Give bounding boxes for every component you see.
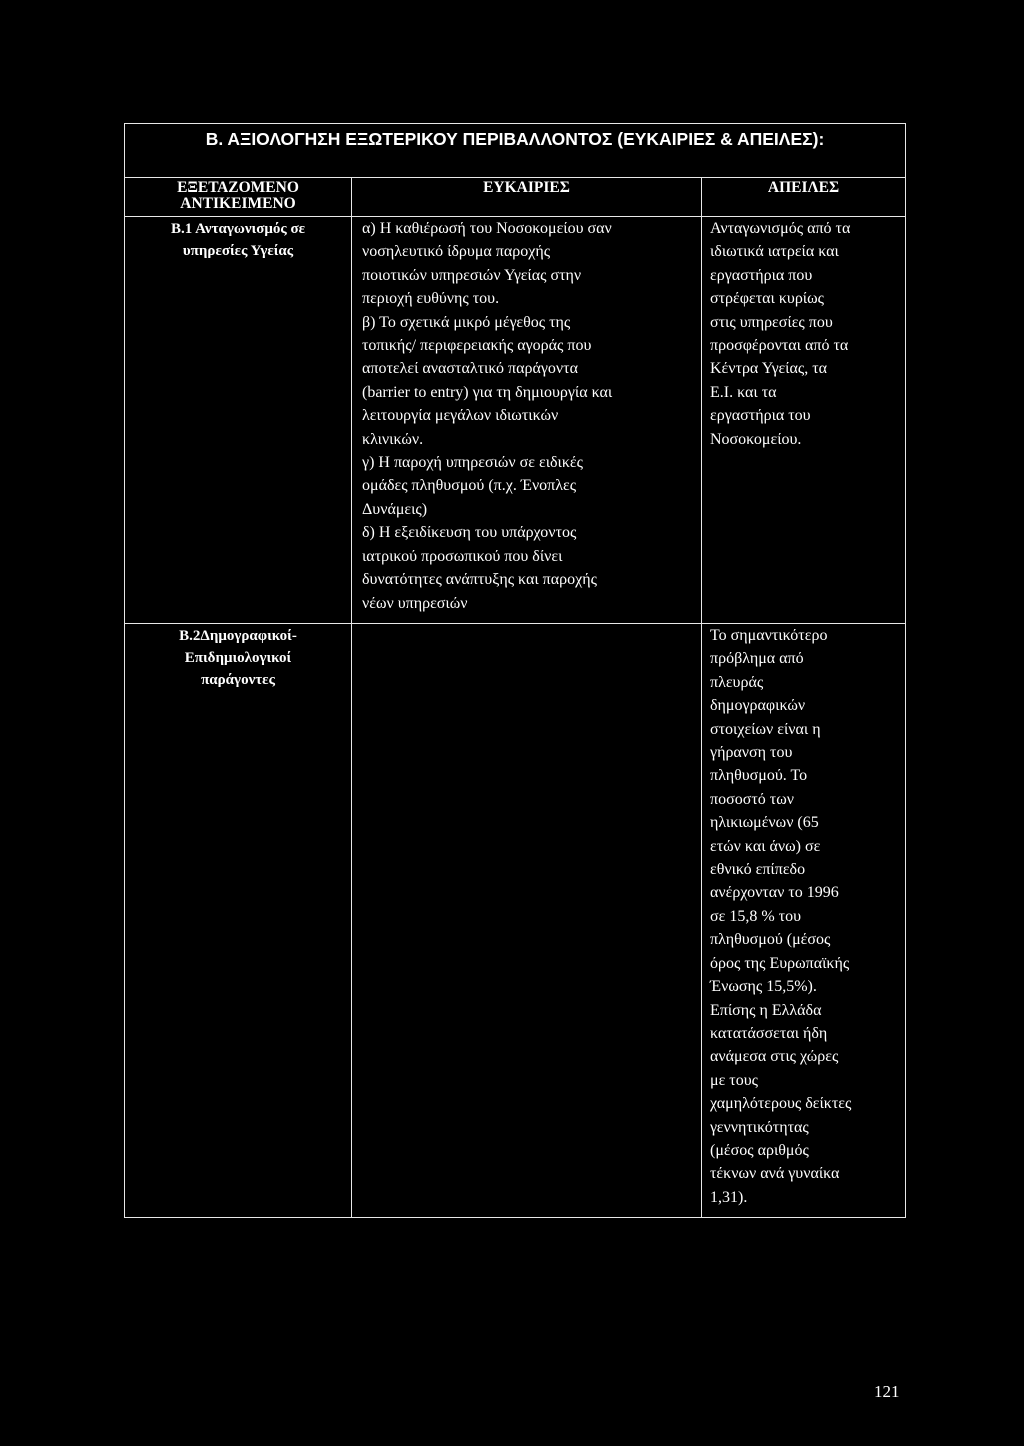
table-row <box>125 217 906 624</box>
threat-line: χαμηλότερους δείκτες <box>710 1095 852 1113</box>
opportunity-line: αποτελεί ανασταλτικό παράγοντα <box>362 360 578 378</box>
opportunity-line: ομάδες πληθυσμού (π.χ. Ένοπλες <box>362 477 577 495</box>
opportunity-line: νέων υπηρεσιών <box>362 594 468 612</box>
page-number: 121 <box>874 1382 900 1401</box>
opportunity-line: ιατρικού προσωπικού που δίνει <box>362 547 563 565</box>
opportunity-line: γ) Η παροχή υπηρεσιών σε ειδικές <box>362 454 583 472</box>
threat-line: τέκνων ανά γυναίκα <box>710 1165 840 1183</box>
threat-line: Ένωσης 15,5%). <box>710 978 817 996</box>
subject-line: παράγοντες <box>201 672 275 688</box>
threat-line: γεννητικότητας <box>710 1118 809 1136</box>
header-threats: ΑΠΕΙΛΕΣ <box>702 178 906 217</box>
table-title: Β. ΑΞΙΟΛΟΓΗΣΗ ΕΞΩΤΕΡΙΚΟΥ ΠΕΡΙΒΑΛΛΟΝΤΟΣ (ΕΥΚΑΙΡΙΕΣ & ΑΠΕΙΛΕΣ): <box>125 124 906 178</box>
subject-line: Β.2Δημογραφικοί- <box>179 628 297 644</box>
threat-line: Ανταγωνισμός από τα <box>710 220 851 237</box>
threat-line: ηλικιωμένων (65 <box>710 814 819 832</box>
threat-line: ποσοστό των <box>710 790 794 808</box>
header-subject: ΕΞΕΤΑΖΟΜΕΝΟ ΑΝΤΙΚΕΙΜΕΝΟ <box>125 178 352 217</box>
row-subject <box>125 217 352 624</box>
table-row <box>125 624 906 1218</box>
threat-line: όρος της Ευρωπαϊκής <box>710 954 850 972</box>
threat-line: Κέντρα Υγείας, τα <box>710 360 827 378</box>
opportunity-line: β) Το σχετικά μικρό μέγεθος της <box>362 313 571 331</box>
opportunity-line: τοπικής/ περιφερειακής αγοράς που <box>362 337 592 355</box>
threat-line: 1,31). <box>710 1188 748 1206</box>
threat-line: πλευράς <box>710 673 764 691</box>
threat-line: πληθυσμού (μέσος <box>710 931 831 949</box>
threat-line: ανέρχονταν το 1996 <box>710 884 839 902</box>
row-subject <box>125 624 352 1218</box>
opportunity-line: νοσηλευτικό ίδρυμα παροχής <box>362 243 551 261</box>
swot-table <box>124 123 906 1218</box>
threat-line: εργαστήρια που <box>710 266 813 284</box>
threat-line: ανάμεσα στις χώρες <box>710 1048 839 1066</box>
opportunity-line: κλινικών. <box>362 430 424 448</box>
header-opportunities: ΕΥΚΑΙΡΙΕΣ <box>352 178 702 217</box>
subject-line: Β.1 Ανταγωνισμός σε <box>170 221 306 237</box>
threat-line: με τους <box>710 1071 758 1089</box>
threat-line: γήρανση του <box>710 744 793 762</box>
opportunity-line: (barrier to entry) για τη δημιουργία και <box>362 383 613 401</box>
subject-line: υπηρεσίες Υγείας <box>182 243 294 259</box>
threat-line: εθνικό επίπεδο <box>710 861 806 879</box>
opportunity-line: δυνατότητες ανάπτυξης και παροχής <box>362 571 597 589</box>
threat-line: εργαστήρια του <box>710 407 811 425</box>
threat-line: Νοσοκομείου. <box>710 430 802 448</box>
threat-line: προσφέρονται από τα <box>710 337 849 355</box>
threat-line: στοιχείων είναι η <box>710 720 821 738</box>
threat-line: Ε.Ι. και τα <box>710 383 777 401</box>
threat-line: Το σημαντικότερο <box>710 627 828 644</box>
threat-line: στις υπηρεσίες που <box>710 313 833 331</box>
row-threats <box>702 217 906 624</box>
row-opportunities-empty <box>352 624 702 1218</box>
opportunity-line: λειτουργία μεγάλων ιδιωτικών <box>362 407 559 425</box>
opportunity-line: Δυνάμεις) <box>362 500 428 518</box>
threat-line: ετών και άνω) σε <box>710 837 821 855</box>
threat-line: Επίσης η Ελλάδα <box>710 1001 822 1019</box>
threat-line: κατατάσσεται ήδη <box>710 1024 828 1042</box>
threat-line: ιδιωτικά ιατρεία και <box>710 243 839 261</box>
opportunity-line: δ) Η εξειδίκευση του υπάρχοντος <box>362 524 577 542</box>
threat-line: στρέφεται κυρίως <box>710 290 824 308</box>
threat-line: πρόβλημα από <box>710 650 804 668</box>
threat-line: πληθυσμού. Το <box>710 767 808 785</box>
threat-line: σε 15,8 % του <box>710 907 802 925</box>
threat-line: (μέσος αριθμός <box>710 1141 809 1159</box>
row-opportunities <box>352 217 702 624</box>
opportunity-line: α) Η καθιέρωσή του Νοσοκομείου σαν <box>362 220 612 237</box>
row-threats <box>702 624 906 1218</box>
threat-line: δημογραφικών <box>710 697 806 715</box>
subject-line: Επιδημιολογικοί <box>184 650 292 666</box>
opportunity-line: περιοχή ευθύνης του. <box>362 290 500 308</box>
opportunity-line: ποιοτικών υπηρεσιών Υγείας στην <box>362 266 582 284</box>
